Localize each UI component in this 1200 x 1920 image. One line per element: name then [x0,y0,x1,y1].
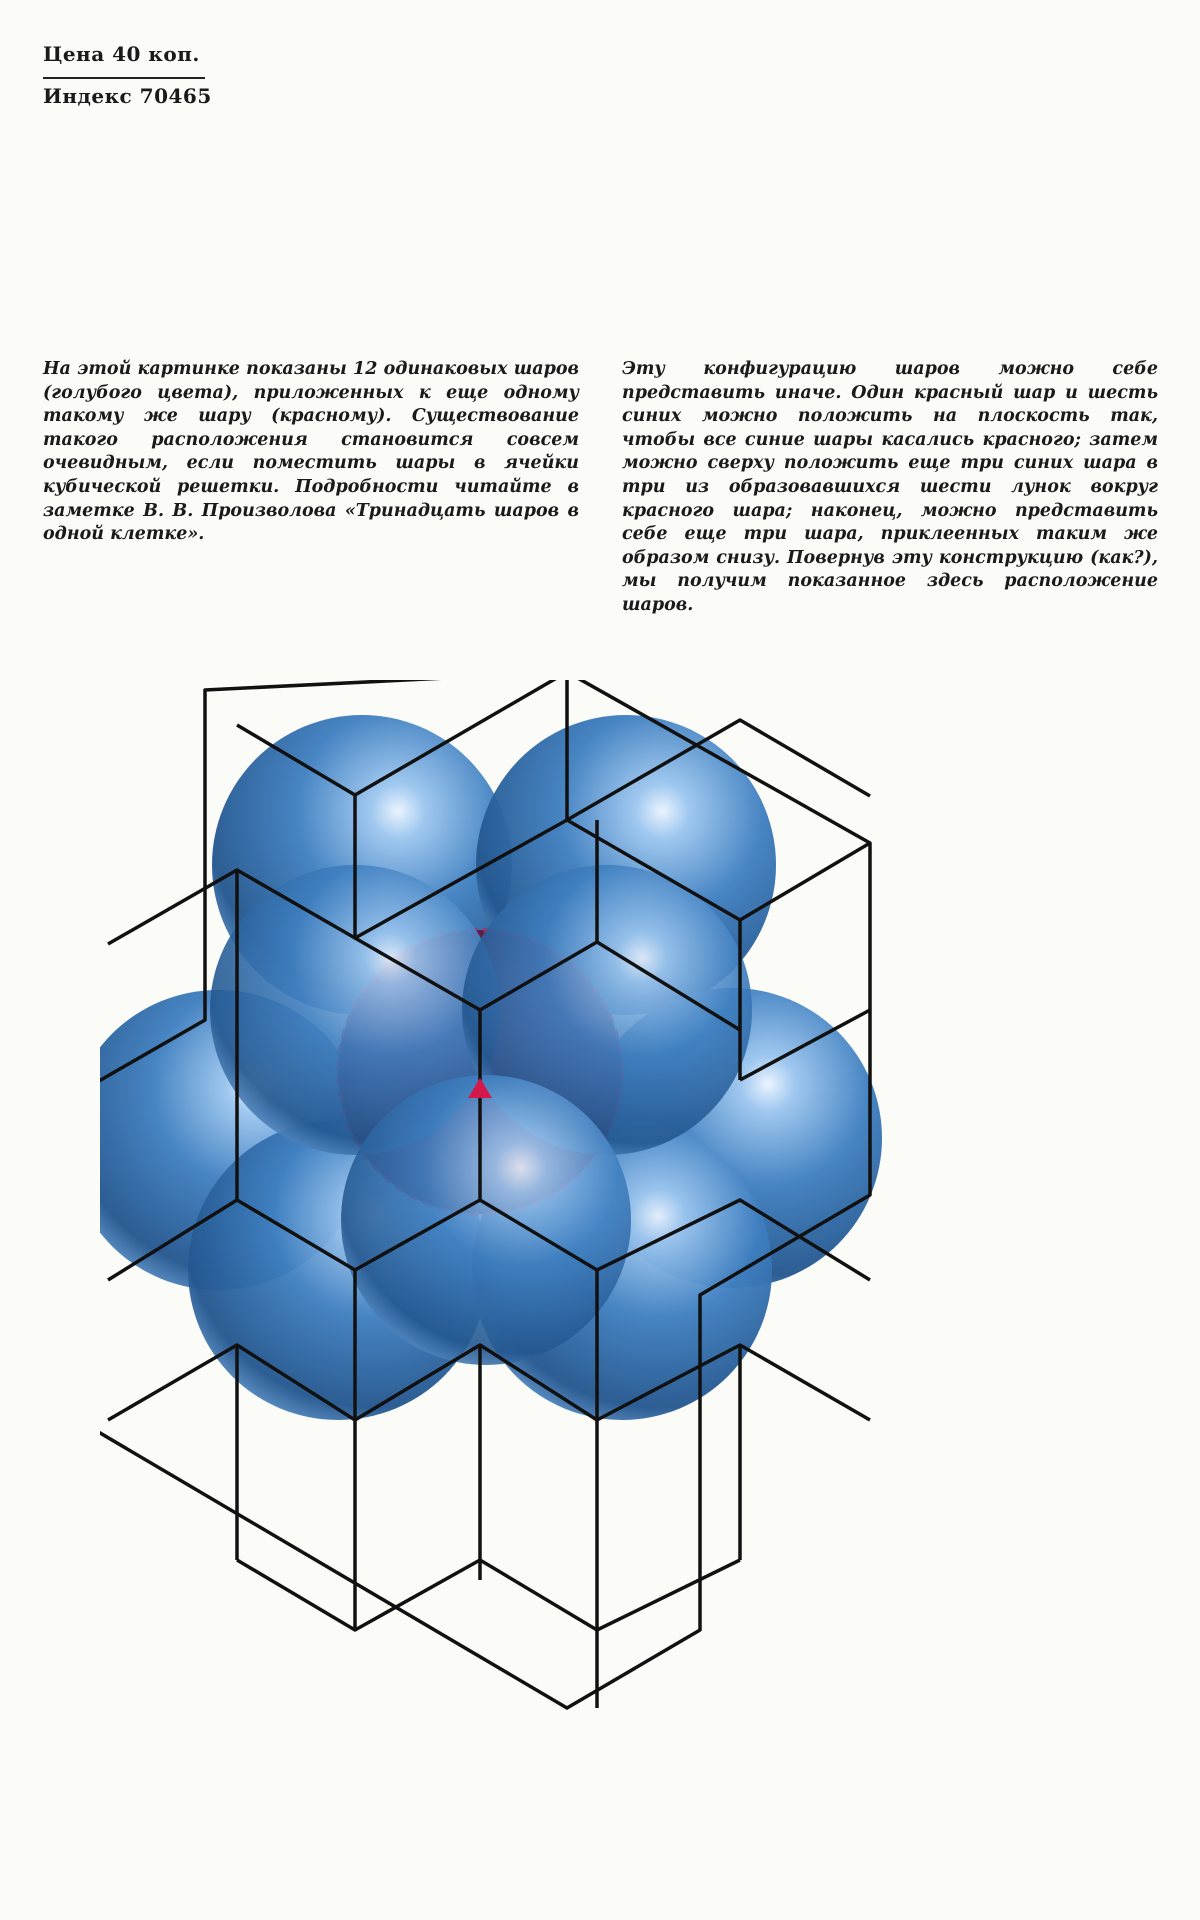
caption-left: На этой картинке показаны 12 одинаковых шаров (голубого цвета), приложенных к еще одному такому же шару (красному). Существование такого расположения становится совсем очевидным, если поместить шары в ячейки кубической решетки. Подробности читайте в заметке В. В. Произволова «Тринадцать шаров в одной клетке». [43,359,579,545]
sphere-front-lower [341,1075,631,1365]
sphere-packing-illustration [100,680,1100,1880]
header-divider [43,77,205,79]
price-label: Цена 40 коп. [43,42,200,66]
index-label: Индекс 70465 [43,84,212,108]
caption-right: Эту конфигурацию шаров можно себе представить иначе. Один красный шар и шесть синих можно положить на плоскость так, чтобы все синие шары касались красного; затем можно сверху положить еще три синих шара в три из образовавшихся шести лунок вокруг красного шара; наконец, можно представить себе еще три шара, приклеенных таким же образом снизу. Повернув эту конструкцию (как?), мы получим показанное здесь расположение шаров. [622,359,1158,615]
